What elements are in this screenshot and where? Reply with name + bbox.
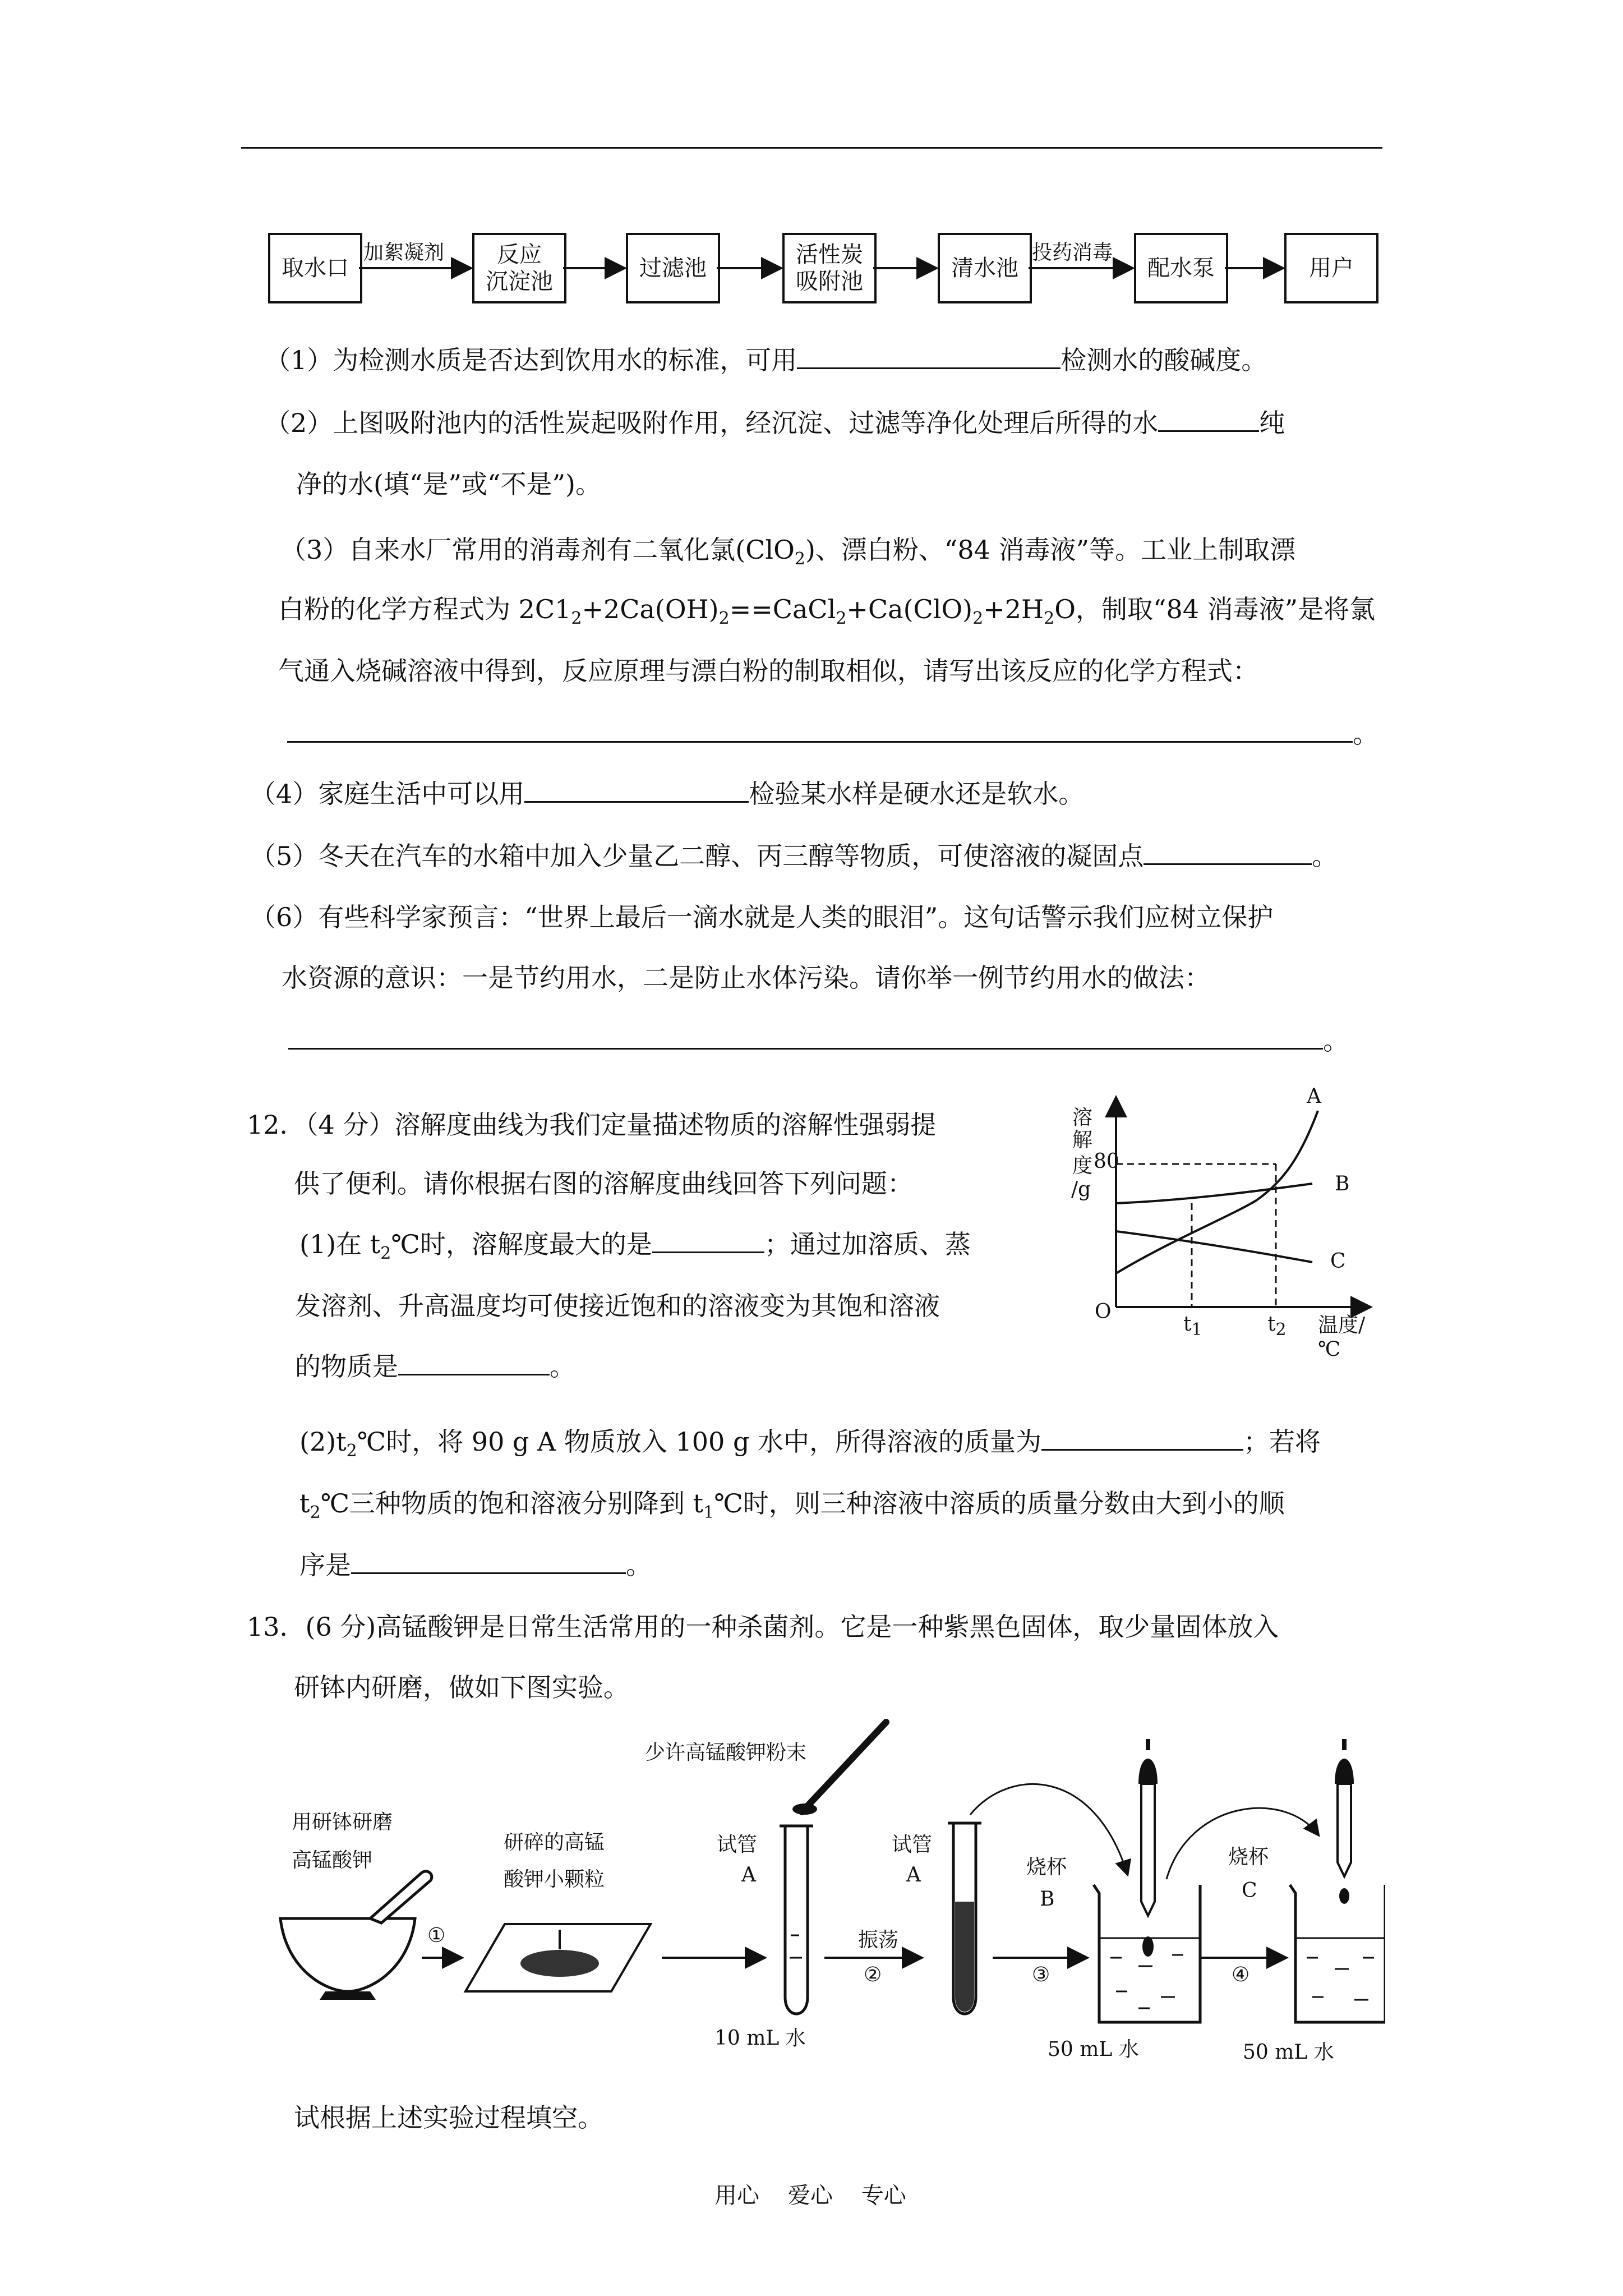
- label-water-10: 10 mL 水: [714, 2027, 806, 2050]
- label-water-50-b: 50 mL 水: [1048, 2038, 1139, 2061]
- flow-box-intake: 取水口: [268, 233, 362, 303]
- step-2: ②: [864, 1963, 882, 1986]
- q11-part2-line2: 净的水(填“是”或“不是”)。: [296, 469, 601, 499]
- mortar-icon: [280, 1918, 415, 1991]
- q11-part4: （4）家庭生活中可以用 检验某水样是硬水还是软水。: [250, 779, 1085, 809]
- q12-line8: 序是 。: [299, 1550, 652, 1580]
- label-mortar-2: 高锰酸钾: [292, 1849, 373, 1872]
- q13-last: 试根据上述实验过程填空。: [294, 2102, 603, 2133]
- step-3: ③: [1032, 1963, 1050, 1986]
- flow-box-pump: 配水泵: [1134, 233, 1228, 303]
- q11-part1: （1）为检测水质是否达到饮用水的标准，可用 检测水的酸碱度。: [265, 345, 1267, 375]
- q12-line7: $t_2℃$三种物质的饱和溶液分别降到 $t_1℃$时，则三种溶液中溶质的质量分数由大到小的顺: [299, 1488, 1285, 1523]
- flow-box-clear-water: 清水池: [938, 233, 1032, 303]
- series-label-b: B: [1335, 1172, 1350, 1195]
- q11-part3-line3: 气通入烧碱溶液中得到，反应原理与漂白粉的制取相似，请写出该反应的化学方程式：: [278, 656, 1258, 686]
- label-beaker-b-1: 烧杯: [1026, 1856, 1067, 1879]
- flow-box-user: 用户: [1284, 233, 1378, 303]
- q11-part2-line1: （2）上图吸附池内的活性炭起吸附作用，经沉淀、过滤等净化处理后所得的水 纯: [265, 408, 1285, 438]
- answer-blank[interactable]: [1144, 841, 1312, 865]
- experiment-figure: [264, 1717, 1385, 2076]
- flow-box-filter: 过滤池: [626, 233, 720, 303]
- label-tube-a-3: 试管: [892, 1833, 933, 1856]
- q12-line3: (1)在 $t_2℃$时，溶解度最大的是 ；通过加溶质、蒸: [299, 1229, 971, 1264]
- q11-part3-answer: 。: [287, 717, 1378, 751]
- q13-line1: 13．(6 分)高锰酸钾是日常生活常用的一种杀菌剂。它是一种紫黑色固体，取少量固体放入: [247, 1612, 1279, 1642]
- experiment-svg: [264, 1717, 1385, 2076]
- answer-blank[interactable]: [398, 1351, 550, 1375]
- answer-line[interactable]: [288, 1025, 1323, 1050]
- origin-label: O: [1095, 1300, 1112, 1323]
- flow-box-carbon: 活性炭 吸附池: [782, 233, 877, 303]
- pestle-icon: [370, 1871, 432, 1923]
- answer-blank[interactable]: [652, 1229, 764, 1253]
- powder-pile: [520, 1950, 599, 1977]
- label-beaker-c-1: 烧杯: [1228, 1846, 1269, 1869]
- step-4: ④: [1232, 1963, 1250, 1986]
- test-tube-a: [785, 1826, 808, 2014]
- q11-part3-line2: 白粉的化学方程式为 $2C1_2+2Ca(OH)_2==CaCl_2+Ca(ClO)_2+2H_2O$，制取“84 消毒液”是将氯: [278, 594, 1376, 629]
- flow-label-flocculant: 加絮凝剂: [363, 241, 445, 264]
- q11-part6-answer: 。: [288, 1024, 1349, 1057]
- q13-line2: 研钵内研磨，做如下图实验。: [294, 1672, 629, 1703]
- answer-blank[interactable]: [797, 345, 1061, 369]
- q11-part5: （5）冬天在汽车的水箱中加入少量乙二醇、丙三醇等物质，可使溶液的凝固点 。: [250, 841, 1338, 871]
- label-tube-a-1: 试管: [717, 1833, 758, 1856]
- label-particles-1: 研碎的高锰: [504, 1831, 605, 1854]
- answer-blank[interactable]: [1158, 408, 1259, 432]
- solubility-chart: [1043, 1085, 1380, 1361]
- x-tick-t1: $t_1$: [1183, 1313, 1202, 1340]
- label-mortar-1: 用研钵研磨: [292, 1811, 393, 1834]
- label-tube-a-4: A: [906, 1864, 921, 1887]
- answer-line[interactable]: [287, 719, 1353, 743]
- dropper-c: [1338, 1784, 1351, 1876]
- curve-b: [1116, 1184, 1312, 1203]
- q12-line2: 供了便利。请你根据右图的溶解度曲线回答下列问题：: [294, 1168, 913, 1199]
- q11-part3-line1: （3）自来水厂常用的消毒剂有二氧化氯(ClO$_2$)、漂白粉、“84 消毒液”等。工业上制取漂: [280, 535, 1296, 569]
- y-tick-80: 80: [1094, 1150, 1119, 1173]
- answer-blank[interactable]: [524, 779, 749, 803]
- spatula-icon: [802, 1722, 886, 1812]
- label-powder: 少许高锰酸钾粉末: [645, 1741, 807, 1764]
- q12-line4: 发溶剂、升高温度均可使接近饱和的溶液变为其饱和溶液: [295, 1291, 940, 1321]
- series-label-a: A: [1307, 1085, 1321, 1108]
- y-label-3: 度: [1072, 1154, 1093, 1177]
- answer-blank[interactable]: [351, 1550, 626, 1574]
- x-axis-label: 温度/℃: [1318, 1314, 1366, 1361]
- label-water-50-c: 50 mL 水: [1243, 2041, 1334, 2064]
- answer-blank[interactable]: [1041, 1427, 1243, 1451]
- flow-arrows: [0, 0, 1623, 337]
- y-label-4: /g: [1071, 1178, 1091, 1201]
- label-particles-2: 酸钾小颗粒: [504, 1868, 605, 1891]
- page-footer: 用心 爱心 专心: [714, 2183, 906, 2208]
- q11-part6-line1: （6）有些科学家预言：“世界上最后一滴水就是人类的眼泪”。这句话警示我们应树立保护: [250, 902, 1274, 932]
- series-label-c: C: [1330, 1250, 1346, 1273]
- label-beaker-b-2: B: [1040, 1888, 1055, 1911]
- q12-line5: 的物质是 。: [295, 1351, 575, 1382]
- step-1: ①: [427, 1924, 446, 1947]
- y-label-2: 解: [1072, 1129, 1093, 1152]
- beaker-c: [1290, 1885, 1385, 2022]
- q11-part6-line2: 水资源的意识：一是节约用水，二是防止水体污染。请你举一例节约用水的做法：: [282, 963, 1210, 993]
- y-label-1: 溶: [1072, 1106, 1093, 1129]
- label-beaker-c-2: C: [1242, 1879, 1257, 1902]
- flow-box-settling: 反应 沉淀池: [472, 233, 566, 303]
- q12-line6: $(2)t_2℃$时，将 90 g A 物质放入 100 g 水中，所得溶液的质量为 ；若将: [299, 1427, 1321, 1461]
- label-tube-a-2: A: [741, 1864, 756, 1887]
- curve-a: [1116, 1111, 1318, 1273]
- label-shake: 振荡: [858, 1929, 899, 1952]
- flow-label-disinfect: 投药消毒: [1032, 241, 1113, 264]
- dropper-b: [1141, 1784, 1155, 1916]
- q12-line1: 12．（4 分）溶解度曲线为我们定量描述物质的溶解性强弱提: [247, 1110, 937, 1140]
- x-tick-t2: $t_2$: [1267, 1313, 1287, 1340]
